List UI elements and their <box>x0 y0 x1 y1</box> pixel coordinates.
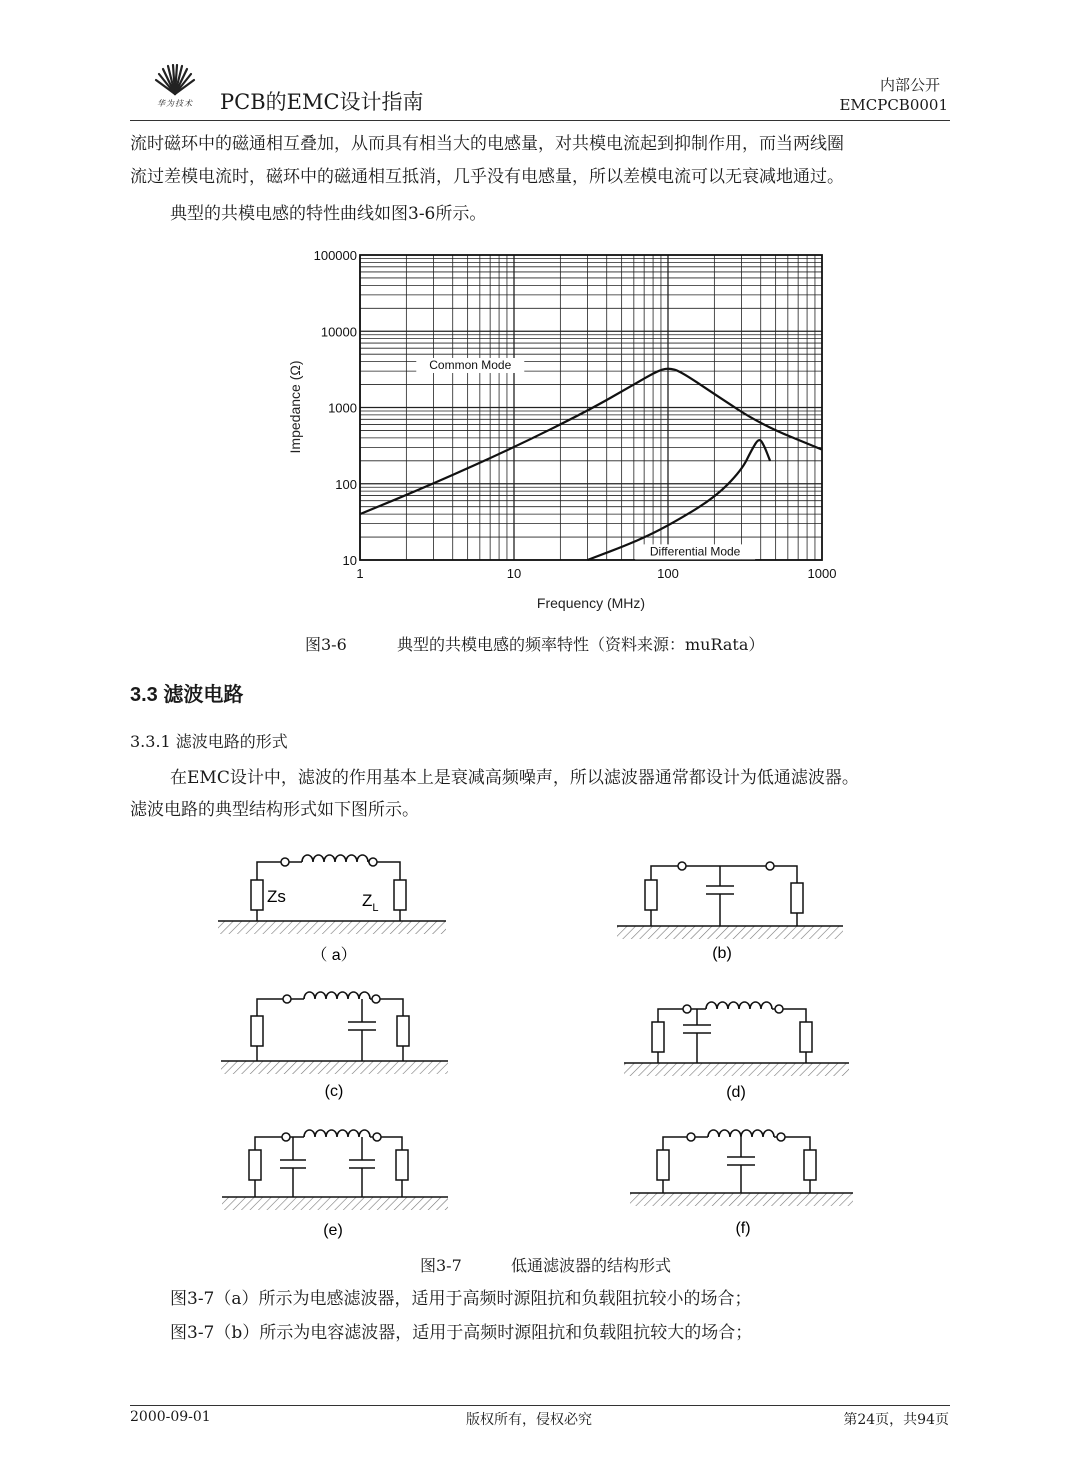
figure-3-7-number: 图3-7 <box>420 1256 462 1275</box>
document-id: EMCPCB0001 <box>839 96 948 114</box>
circuit-a <box>218 855 446 934</box>
circuit-b <box>617 862 843 939</box>
circuit-f-label: (f) <box>735 1220 751 1237</box>
y-tick-label: 100000 <box>313 248 357 263</box>
circuit-f <box>630 1130 853 1206</box>
classification-label: 内部公开 <box>879 76 940 94</box>
circuit-c <box>221 992 448 1074</box>
section-paragraph-2: 滤波电路的典型结构形式如下图所示。 <box>130 800 419 820</box>
series-label-differential-mode: Differential Mode <box>649 544 741 559</box>
circuit-d-label: (d) <box>726 1084 746 1101</box>
y-tick-label: 1000 <box>328 400 357 416</box>
x-tick-label: 10 <box>506 566 522 581</box>
logo-caption: 华为技术 <box>157 99 193 108</box>
source-impedance-label: Zs <box>267 887 286 906</box>
document-title: PCB的EMC设计指南 <box>220 90 424 114</box>
figure-3-7-caption: 低通滤波器的结构形式 <box>511 1256 672 1275</box>
circuit-e <box>222 1130 448 1210</box>
circuit-e-label: (e) <box>323 1222 343 1239</box>
circuit-a-label: （ a） <box>311 947 357 964</box>
intro-line-3: 典型的共模电感的特性曲线如图3-6所示。 <box>170 204 487 224</box>
figure-3-6-number: 图3-6 <box>305 635 347 654</box>
circuit-b-label: (b) <box>712 945 732 962</box>
section-heading: 3.3 滤波电路 <box>130 684 244 706</box>
description-b: 图3-7（b）所示为电容滤波器，适用于高频时源阻抗和负载阻抗较大的场合； <box>170 1323 753 1343</box>
footer-page-number: 第24页，共94页 <box>843 1412 949 1428</box>
y-axis-label: Impedance (Ω) <box>287 360 303 454</box>
circuit-d <box>624 1002 849 1076</box>
x-tick-label: 100 <box>657 566 679 581</box>
load-impedance-label: $Z_L$ <box>362 891 379 914</box>
y-tick-label: 100 <box>335 476 357 492</box>
footer-rule <box>130 1405 950 1406</box>
circuit-c-label: (c) <box>324 1083 344 1100</box>
intro-line-2: 流过差模电流时，磁环中的磁通相互抵消，几乎没有电感量，所以差模电流可以无衰减地通过。 <box>130 167 844 187</box>
x-tick-label: 1 <box>356 566 364 581</box>
subsection-heading: 3.3.1 滤波电路的形式 <box>130 732 288 751</box>
intro-line-1: 流时磁环中的磁通相互叠加，从而具有相当大的电感量，对共模电流起到抑制作用，而当两线圈 <box>130 134 844 154</box>
section-paragraph-1: 在EMC设计中，滤波的作用基本上是衰减高频噪声，所以滤波器通常都设计为低通滤波器。 <box>170 768 859 788</box>
footer-copyright: 版权所有，侵权必究 <box>466 1412 592 1428</box>
figure-3-6-caption: 典型的共模电感的频率特性（资料来源：muRata） <box>397 635 765 654</box>
series-label-common-mode: Common Mode <box>429 357 512 372</box>
y-tick-label: 10 <box>342 553 357 568</box>
footer-date: 2000-09-01 <box>130 1409 211 1425</box>
description-a: 图3-7（a）所示为电感滤波器，适用于高频时源阻抗和负载阻抗较小的场合； <box>170 1289 752 1309</box>
x-tick-label: 1000 <box>807 566 837 581</box>
y-tick-label: 10000 <box>320 324 357 340</box>
x-axis-label: Frequency (MHz) <box>536 595 646 611</box>
